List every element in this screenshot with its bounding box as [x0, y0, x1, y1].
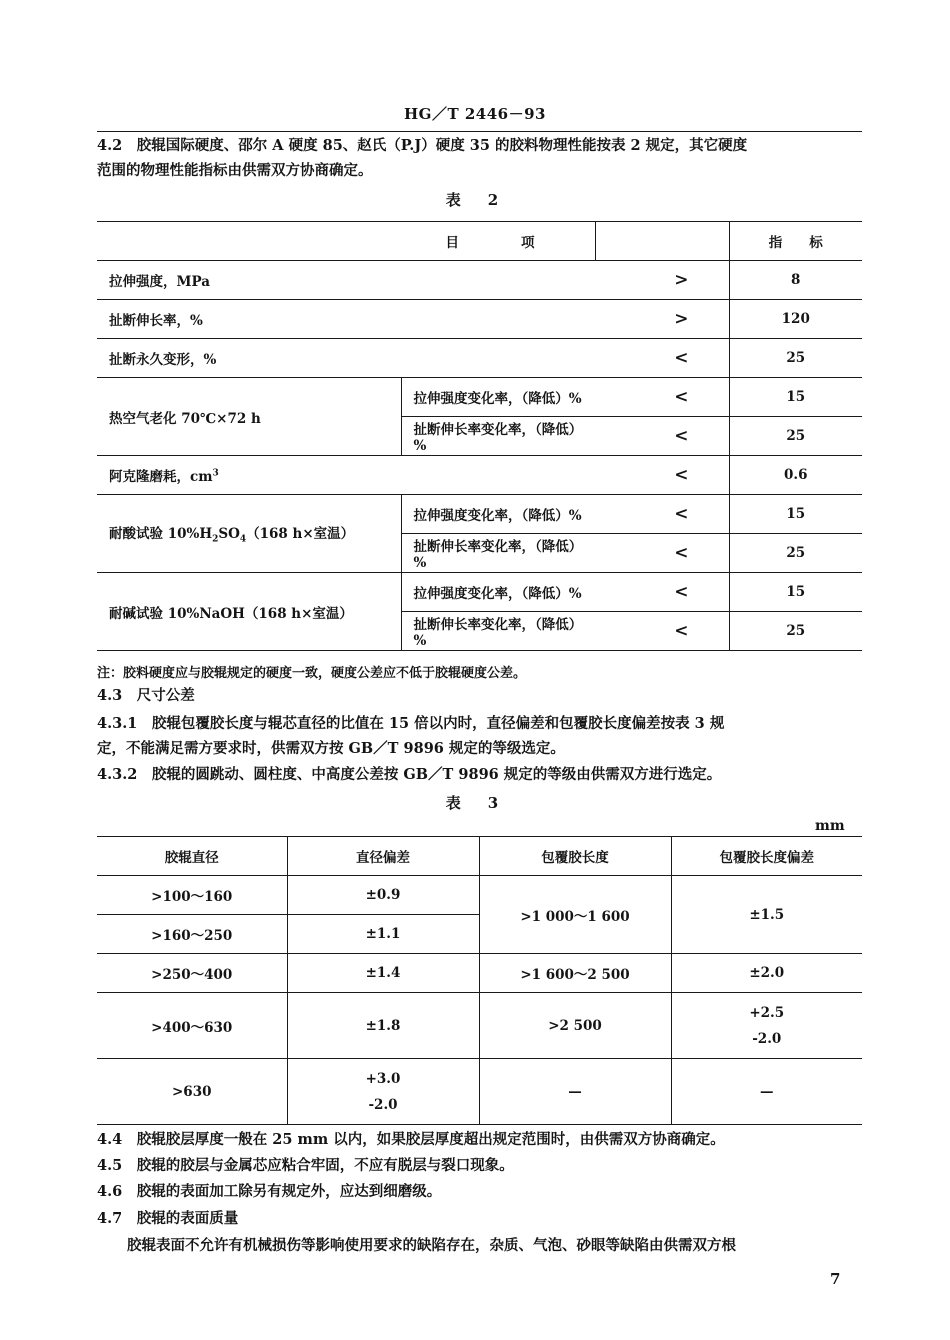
- section-4-2-line2: 范围的物理性能指标由供需双方协商确定。: [97, 162, 373, 179]
- acid-sub2-item: 扯断伸长率变化率，（降低）%: [401, 534, 595, 573]
- table-3: [97, 836, 862, 1125]
- heat-sub1-item: 拉伸强度变化率，（降低）%: [401, 378, 595, 417]
- table-3-header-row: [97, 837, 862, 876]
- t3-r5-diameter: >630: [97, 1059, 287, 1125]
- acid-sub2-symbol: <: [595, 534, 729, 573]
- heat-sub2-symbol: <: [595, 417, 729, 456]
- row-elongation-symbol: >: [595, 300, 729, 339]
- acid-sub1-item: 拉伸强度变化率，（降低）%: [401, 495, 595, 534]
- section-4-3-2: 4.3.2 胶辊的圆跳动、圆柱度、中高度公差按 GB／T 9896 规定的等级由供需双方进行选定。: [97, 766, 722, 783]
- table-row: [97, 993, 862, 1059]
- table-3-unit: mm: [815, 818, 845, 834]
- t3-r3-length-dev: ±2.0: [671, 954, 862, 993]
- heat-aging-group: 热空气老化 70℃×72 h: [97, 378, 401, 456]
- row-set-symbol: <: [595, 339, 729, 378]
- t3-r3-length: >1 600～2 500: [479, 954, 671, 993]
- row-tensile-value: 8: [729, 261, 862, 300]
- heat-sub2-item: 扯断伸长率变化率，（降低）%: [401, 417, 595, 456]
- heat-sub1-value: 15: [729, 378, 862, 417]
- table-row: [97, 1059, 862, 1125]
- abrasion-symbol: <: [595, 456, 729, 495]
- section-4-3-1-line2: 定，不能满足需方要求时，供需双方按 GB／T 9896 规定的等级选定。: [97, 740, 565, 757]
- t3-r4-length-dev: [671, 993, 862, 1059]
- t3-r3-dev: ±1.4: [287, 954, 479, 993]
- row-set-item: 扯断永久变形，%: [97, 339, 595, 378]
- section-4-4: 4.4 胶辊胶层厚度一般在 25 mm 以内，如果胶层厚度超出规定范围时，由供需双方协商确定。: [97, 1131, 725, 1148]
- table-2-note: 注：胶料硬度应与胶辊规定的硬度一致，硬度公差应不低于胶辊硬度公差。: [97, 666, 527, 681]
- section-4-7-body: 胶辊表面不允许有机械损伤等影响使用要求的缺陷存在，杂质、气泡、砂眼等缺陷由供需双方根: [127, 1237, 736, 1254]
- acid-test-group: 耐酸试验 $10\%H_2SO_4(168$ h×室温）: [97, 495, 401, 573]
- t3-r4-length: >2 500: [479, 993, 671, 1059]
- alkali-sub1-item: 拉伸强度变化率，（降低）%: [401, 573, 595, 612]
- row-tensile-symbol: >: [595, 261, 729, 300]
- t3-r2-diameter: >160～250: [97, 915, 287, 954]
- table-3-caption: 表 3: [445, 794, 505, 812]
- table-row: [97, 876, 862, 915]
- standard-header: HG／T 2446－93: [404, 105, 546, 123]
- table-2-caption: 表 2: [445, 191, 505, 209]
- page-number: 7: [830, 1270, 841, 1288]
- table-row: [97, 954, 862, 993]
- section-4-3-1-line1: 4.3.1 胶辊包覆胶长度与辊芯直径的比值在 15 倍以内时，直径偏差和包覆胶长度偏差按表 3 规: [97, 715, 725, 732]
- abrasion-value: 0.6: [729, 456, 862, 495]
- alkali-sub1-symbol: <: [595, 573, 729, 612]
- row-set-value: 25: [729, 339, 862, 378]
- header-rule: [97, 131, 862, 132]
- t3-r5-length: —: [479, 1059, 671, 1125]
- table-row: [97, 495, 862, 534]
- t3-r1-dev: ±0.9: [287, 876, 479, 915]
- t3-r5-dev-minus: -2.0: [368, 1096, 398, 1113]
- acid-sub2-value: 25: [729, 534, 862, 573]
- section-4-2-line1: 4.2 胶辊国际硬度、邵尔 A 硬度 85、赵氏（P.J）硬度 35 的胶料物理性能按表 2 规定，其它硬度: [97, 137, 748, 154]
- alkali-test-group: 耐碱试验 10%NaOH（168 h×室温）: [97, 573, 401, 651]
- table-2-head-item-b: 目: [595, 222, 729, 261]
- t3-head-length-dev: 包覆胶长度偏差: [671, 837, 862, 876]
- t3-r1-diameter: >100～160: [97, 876, 287, 915]
- heat-sub2-value: 25: [729, 417, 862, 456]
- acid-sub1-symbol: <: [595, 495, 729, 534]
- alkali-sub2-item: 扯断伸长率变化率，（降低）%: [401, 612, 595, 651]
- t3-r3-diameter: >250～400: [97, 954, 287, 993]
- abrasion-item: 阿克隆磨耗，$cm^3$: [97, 456, 595, 495]
- alkali-sub2-symbol: <: [595, 612, 729, 651]
- heat-sub1-symbol: <: [595, 378, 729, 417]
- table-2-head-index: 指 标: [729, 222, 862, 261]
- row-elongation-item: 扯断伸长率，%: [97, 300, 595, 339]
- t3-head-diameter: 胶辊直径: [97, 837, 287, 876]
- t3-r4-dev: ±1.8: [287, 993, 479, 1059]
- t3-r12-length-dev: ±1.5: [671, 876, 862, 954]
- t3-head-diameter-dev: 直径偏差: [287, 837, 479, 876]
- row-elongation-value: 120: [729, 300, 862, 339]
- t3-r5-dev: [287, 1059, 479, 1125]
- table-row: [97, 456, 862, 495]
- t3-r2-dev: ±1.1: [287, 915, 479, 954]
- table-row: [97, 573, 862, 612]
- table-2: [97, 221, 862, 651]
- table-2-header-row: [97, 222, 862, 261]
- alkali-sub2-value: 25: [729, 612, 862, 651]
- table-2-head-item-a: 项: [97, 222, 595, 261]
- section-4-3-title: 4.3 尺寸公差: [97, 687, 195, 704]
- table-row: [97, 261, 862, 300]
- section-4-5: 4.5 胶辊的胶层与金属芯应粘合牢固，不应有脱层与裂口现象。: [97, 1157, 514, 1174]
- section-4-6: 4.6 胶辊的表面加工除另有规定外，应达到细磨级。: [97, 1183, 442, 1200]
- t3-r5-length-dev: —: [671, 1059, 862, 1125]
- t3-r12-length: >1 000～1 600: [479, 876, 671, 954]
- table-row: [97, 378, 862, 417]
- section-4-7-title: 4.7 胶辊的表面质量: [97, 1210, 239, 1227]
- table-row: [97, 339, 862, 378]
- t3-r4-length-dev-plus: +2.5: [749, 1004, 785, 1021]
- table-row: [97, 300, 862, 339]
- t3-head-length: 包覆胶长度: [479, 837, 671, 876]
- t3-r4-length-dev-minus: -2.0: [752, 1030, 782, 1047]
- alkali-sub1-value: 15: [729, 573, 862, 612]
- t3-r4-diameter: >400～630: [97, 993, 287, 1059]
- row-tensile-item: 拉伸强度，MPa: [97, 261, 595, 300]
- acid-sub1-value: 15: [729, 495, 862, 534]
- t3-r5-dev-plus: +3.0: [365, 1070, 401, 1087]
